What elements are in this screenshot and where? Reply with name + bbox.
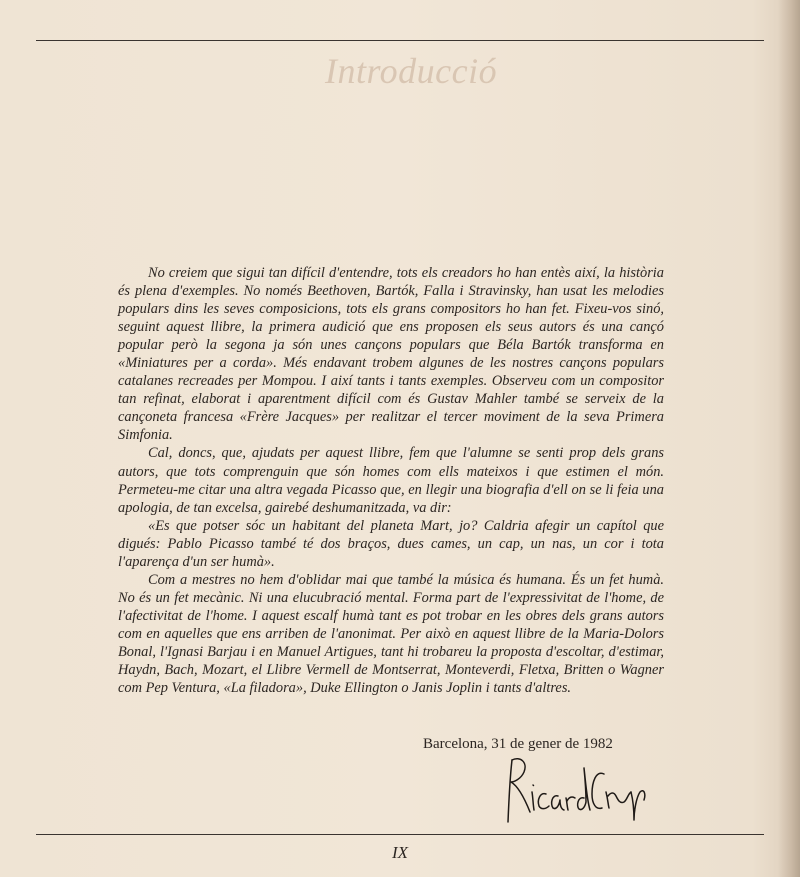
show-through-title: Introducció [325,51,498,91]
paragraph-2: Cal, doncs, que, ajudats per aquest llibre, fem que l'alumne se senti prop dels grans autors, que tots comprenguin que són homes com ells mateixos i que estimen el món. Permeteu-me citar una altra vegada Picasso que, en llegir una biografia d'ell on se li feia una apologia, de tan excelsa, gairebé deshumanitzada, va dir: [118,445,664,516]
place-date: Barcelona, 31 de gener de 1982 [423,736,613,752]
page-edge-shadow [778,0,800,877]
paragraph-3-quote: «Es que potser sóc un habitant del planeta Mart, jo? Caldria afegir un capítol que digués: Pablo Picasso també té dos braços, dues cames, un cap, un nas, un cor i tota l'aparença d'un ser humà». [118,517,664,570]
paragraph-1: No creiem que sigui tan difícil d'entendre, tots els creadors ho han entès així, la història és plena d'exemples. No només Beethoven, Bartók, Falla i Stravinsky, han usat les melodies populars dins les seves composicions, tots els grans compositors ho han fet. Fixeu-vos sinó, seguint aquest llibre, la primera audició que ens proposen els seus autors és una cançó popular però la segona ja són unes cançons populars que Béla Bartók transforma en «Miniatures per a corda». Més endavant trobem algunes de les nostres cançons populars catalanes recreades per Mompou. I així tants i tants exemples. Observeu com un compositor tan refinat, elaborat i aparentment difícil com és Gustav Mahler també se serveix de la cançoneta francesa «Frère Jacques» per realitzar el tercer moviment de la seva Primera Simfonia. [118,265,664,444]
page-number: IX [391,843,409,862]
paragraph-4: Com a mestres no hem d'oblidar mai que també la música és humana. És un fet humà. No és un fet mecànic. Ni una elucubració mental. Forma part de l'expressivitat de l'home, de l'afectivitat de l'home. I aquest escalf humà tant es pot trobar en les obres dels grans autors com en aquelles que ens arriben de l'anonimat. Per això en aquest llibre de la Maria-Dolors Bonal, l'Ignasi Barjau i en Manuel Artigues, tant hi trobareu la proposta d'escoltar, d'estimar, Haydn, Bach, Mozart, el Llibre Vermell de Montserrat, Monteverdi, Fletxa, Britten o Wagner com Pep Ventura, «La filadora», Duke Ellington o Janis Joplin i tants d'altres. [118,571,664,697]
top-rule [36,40,764,41]
handwritten-signature [500,752,650,828]
introduction-text [118,264,664,697]
bottom-rule [36,834,764,835]
